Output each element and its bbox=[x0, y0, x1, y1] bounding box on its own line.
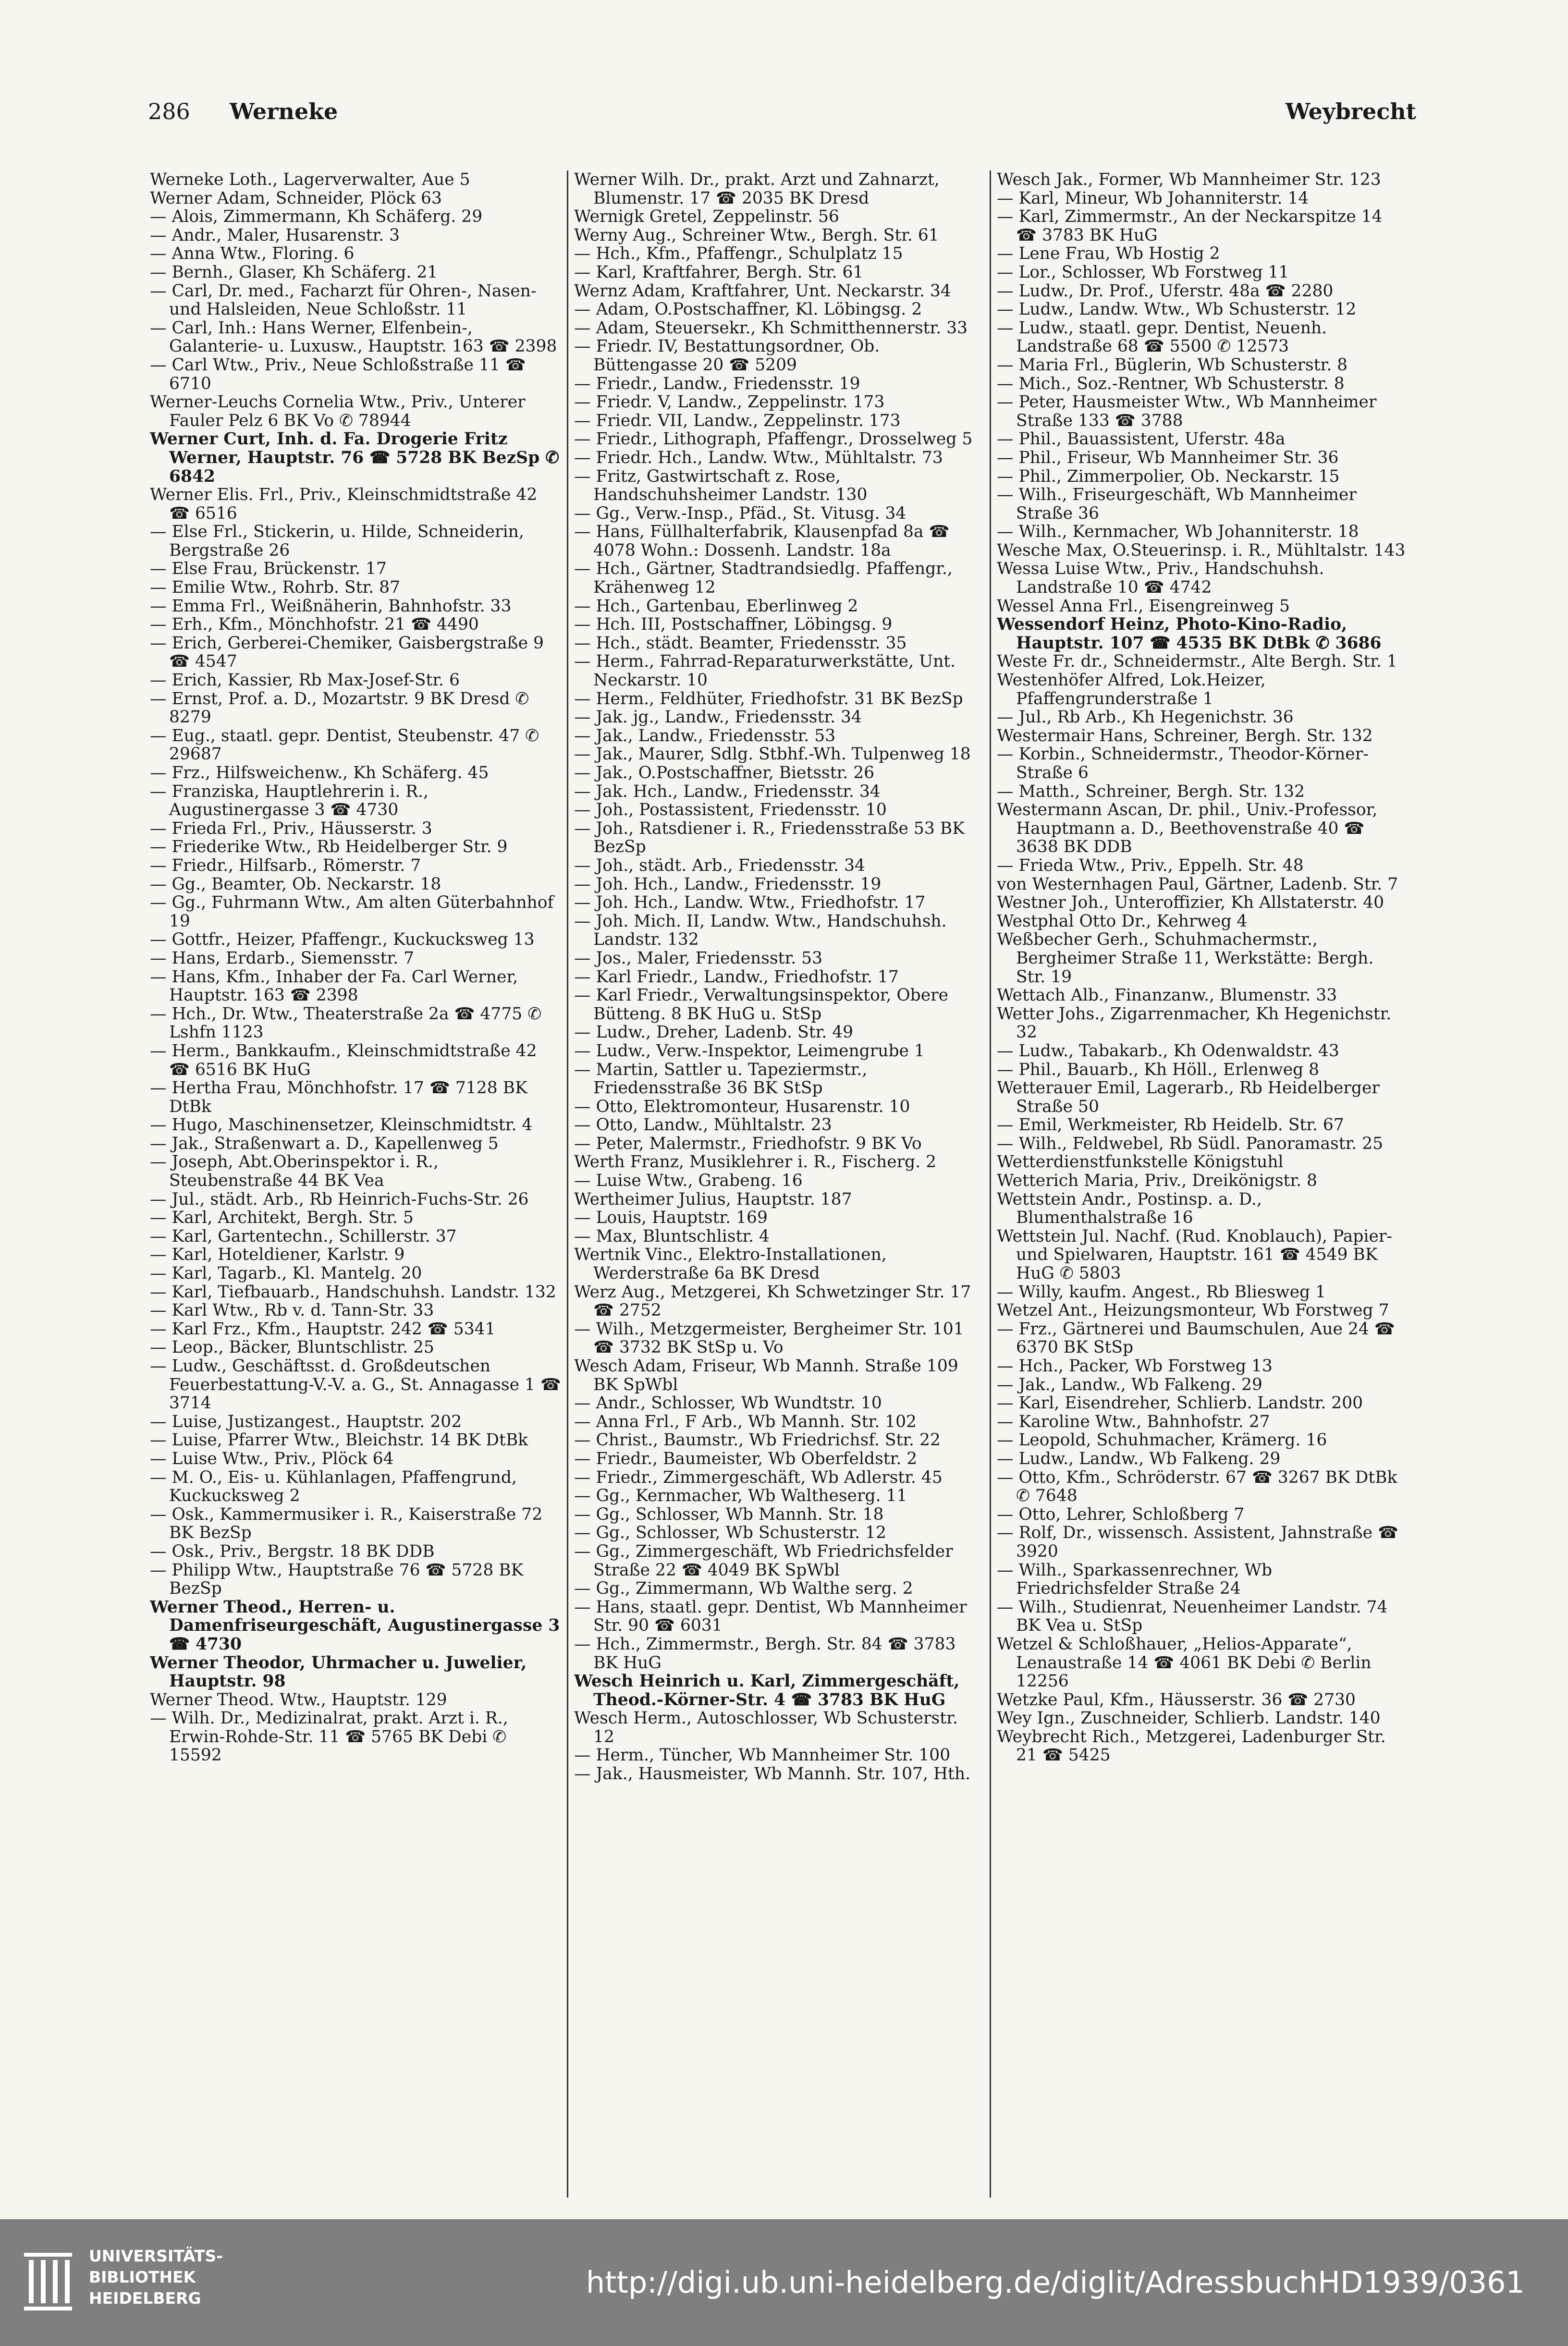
directory-entry: Werner Theod. Wtw., Hauptstr. 129 bbox=[150, 1690, 447, 1710]
directory-entry: — Adam, O.Postschaffner, Kl. Löbingsg. 2 bbox=[574, 300, 922, 319]
directory-entry: — Jul., städt. Arb., Rb Heinrich-Fuchs-Str. 26 bbox=[150, 1189, 529, 1209]
directory-entry: — Karl, Hoteldiener, Karlstr. 9 bbox=[150, 1245, 405, 1265]
directory-entry: Weßbecher Gerh., Schuhmachermstr., Bergheimer Straße 11, Werkstätte: Bergh. Str. 19 bbox=[997, 930, 1374, 987]
directory-entry: — Hertha Frau, Mönchhofstr. 17 ☎ 7128 BK DtBk bbox=[150, 1078, 527, 1116]
directory-entry: Wetzel Ant., Heizungsmonteur, Wb Forstweg 7 bbox=[997, 1301, 1389, 1320]
directory-entry: — Wilh., Studienrat, Neuenheimer Landstr. 74 BK Vea u. StSp bbox=[997, 1597, 1388, 1636]
directory-entry: — Karl, Kraftfahrer, Bergh. Str. 61 bbox=[574, 262, 864, 282]
directory-entry: — Jak., Landw., Friedensstr. 53 bbox=[574, 726, 836, 745]
directory-entry: — Friederike Wtw., Rb Heidelberger Str. 9 bbox=[150, 837, 508, 857]
directory-entry: — Karl, Tiefbauarb., Handschuhsh. Landstr. 132 bbox=[150, 1282, 556, 1302]
directory-entry: — Phil., Friseur, Wb Mannheimer Str. 36 bbox=[997, 448, 1339, 467]
directory-entry: — Gg., Schlosser, Wb Mannh. Str. 18 bbox=[574, 1504, 884, 1524]
directory-entry: — Jak. Hch., Landw., Friedensstr. 34 bbox=[574, 782, 881, 801]
directory-entry: Werny Aug., Schreiner Wtw., Bergh. Str. 61 bbox=[574, 225, 939, 245]
directory-entry: — Friedr., Lithograph, Pfaffengr., Drosselweg 5 bbox=[574, 429, 973, 449]
directory-entry: Wesche Max, O.Steuerinsp. i. R., Mühltalstr. 143 bbox=[997, 540, 1406, 560]
directory-entry: — Lor., Schlosser, Wb Forstweg 11 bbox=[997, 262, 1289, 282]
directory-entry: — Karl, Mineur, Wb Johanniterstr. 14 bbox=[997, 188, 1309, 208]
directory-entry: — Gottfr., Heizer, Pfaffengr., Kuckucksweg 13 bbox=[150, 930, 535, 950]
directory-entry: Wertheimer Julius, Hauptstr. 187 bbox=[574, 1189, 852, 1209]
directory-entry: — Hch., städt. Beamter, Friedensstr. 35 bbox=[574, 633, 907, 653]
directory-entry: — Else Frau, Brückenstr. 17 bbox=[150, 559, 387, 579]
directory-entry: — Karoline Wtw., Bahnhofstr. 27 bbox=[997, 1412, 1270, 1431]
directory-entry: — Hch., Dr. Wtw., Theaterstraße 2a ☎ 4775 ✆ Lshfn 1123 bbox=[150, 1004, 542, 1042]
directory-entry: — Joh. Mich. II, Landw. Wtw., Handschuhsh. Landstr. 132 bbox=[574, 911, 947, 950]
directory-entry: — Joh., städt. Arb., Friedensstr. 34 bbox=[574, 855, 866, 875]
directory-entry: — Fritz, Gastwirtschaft z. Rose, Handschuhsheimer Landstr. 130 bbox=[574, 466, 868, 505]
directory-entry: — Herm., Feldhüter, Friedhofstr. 31 BK BezSp bbox=[574, 689, 963, 709]
directory-entry: — Karl Wtw., Rb v. d. Tann-Str. 33 bbox=[150, 1301, 434, 1320]
directory-entry: — Karl, Eisendreher, Schlierb. Landstr. 200 bbox=[997, 1393, 1363, 1413]
header-last-name: Weybrecht bbox=[1285, 98, 1416, 124]
directory-entry: Westphal Otto Dr., Kehrweg 4 bbox=[997, 911, 1248, 931]
directory-entry: Wessendorf Heinz, Photo-Kino-Radio, Hauptstr. 107 ☎ 4535 BK DtBk ✆ 3686 bbox=[997, 615, 1382, 653]
directory-entry: — Erich, Kassier, Rb Max-Josef-Str. 6 bbox=[150, 671, 460, 690]
directory-entry: — Franziska, Hauptlehrerin i. R., Augustinergasse 3 ☎ 4730 bbox=[150, 782, 429, 820]
directory-entry: — Phil., Zimmerpolier, Ob. Neckarstr. 15 bbox=[997, 466, 1340, 486]
directory-entry: — Gg., Fuhrmann Wtw., Am alten Güterbahnhof 19 bbox=[150, 893, 554, 931]
directory-entry: — Alois, Zimmermann, Kh Schäferg. 29 bbox=[150, 207, 483, 227]
directory-entry: — Otto, Kfm., Schröderstr. 67 ☎ 3267 BK DtBk ✆ 7648 bbox=[997, 1467, 1397, 1506]
directory-entry: — Otto, Lehrer, Schloßberg 7 bbox=[997, 1504, 1245, 1524]
directory-entry: Weybrecht Rich., Metzgerei, Ladenburger Str. 21 ☎ 5425 bbox=[997, 1727, 1386, 1765]
directory-entry: — Erh., Kfm., Mönchhofstr. 21 ☎ 4490 bbox=[150, 615, 479, 635]
directory-entry: — Peter, Hausmeister Wtw., Wb Mannheimer Straße 133 ☎ 3788 bbox=[997, 392, 1377, 430]
directory-entry: — Korbin., Schneidermstr., Theodor-Körner-Straße 6 bbox=[997, 745, 1369, 782]
directory-entry: — Wilh., Friseurgeschäft, Wb Mannheimer Straße 36 bbox=[997, 485, 1357, 523]
page-number: 286 bbox=[148, 98, 190, 124]
directory-entry: — Ludw., Dreher, Ladenb. Str. 49 bbox=[574, 1023, 854, 1042]
directory-entry: — Anna Wtw., Floring. 6 bbox=[150, 244, 355, 264]
directory-entry: — Gg., Zimmergeschäft, Wb Friedrichsfelder Straße 22 ☎ 4049 BK SpWbl bbox=[574, 1541, 953, 1580]
directory-entry: Westner Joh., Unteroffizier, Kh Allstaterstr. 40 bbox=[997, 893, 1384, 913]
directory-entry: — Hch., Gartenbau, Eberlinweg 2 bbox=[574, 596, 858, 616]
directory-entry: — Friedr. VII, Landw., Zeppelinstr. 173 bbox=[574, 411, 901, 430]
page-header bbox=[148, 98, 1416, 127]
directory-entry: Werz Aug., Metzgerei, Kh Schwetzinger Str. 17 ☎ 2752 bbox=[574, 1282, 971, 1320]
directory-entry: Wesch Herm., Autoschlosser, Wb Schusterstr. 12 bbox=[574, 1709, 958, 1747]
directory-entry: — Andr., Schlosser, Wb Wundtstr. 10 bbox=[574, 1393, 882, 1413]
directory-entry: — Joh. Hch., Landw. Wtw., Friedhofstr. 17 bbox=[574, 893, 926, 913]
directory-entry: — Emil, Werkmeister, Rb Heidelb. Str. 67 bbox=[997, 1115, 1344, 1135]
directory-entry: — Wilh., Feldwebel, Rb Südl. Panoramastr. 25 bbox=[997, 1134, 1384, 1153]
directory-entry: — Jul., Rb Arb., Kh Hegenichstr. 36 bbox=[997, 708, 1294, 727]
directory-entry: — Jak., O.Postschaffner, Bietsstr. 26 bbox=[574, 763, 875, 782]
directory-entry: — Otto, Landw., Mühltalstr. 23 bbox=[574, 1115, 832, 1135]
directory-entry: — Max, Bluntschlistr. 4 bbox=[574, 1226, 770, 1246]
directory-entry: — Jak., Hausmeister, Wb Mannh. Str. 107, Hth. bbox=[574, 1764, 971, 1784]
directory-entry: — Ernst, Prof. a. D., Mozartstr. 9 BK Dresd ✆ 8279 bbox=[150, 689, 529, 727]
directory-entry: Wettstein Jul. Nachf. (Rud. Knoblauch), Papier- und Spielwaren, Hauptstr. 161 ☎ 4549 BK HuG ✆ 5803 bbox=[997, 1226, 1392, 1283]
directory-entry: — Jak. jg., Landw., Friedensstr. 34 bbox=[574, 708, 862, 727]
directory-entry: — Hch., Zimmermstr., Bergh. Str. 84 ☎ 3783 BK HuG bbox=[574, 1634, 956, 1673]
header-first-name: Werneke bbox=[230, 98, 338, 124]
directory-entry: — Karl, Zimmermstr., An der Neckarspitze 14 ☎ 3783 BK HuG bbox=[997, 207, 1383, 245]
directory-entry: Werner Adam, Schneider, Plöck 63 bbox=[150, 188, 442, 208]
directory-entry: — Else Frl., Stickerin, u. Hilde, Schneiderin, Bergstraße 26 bbox=[150, 522, 524, 560]
directory-entry: — Gg., Beamter, Ob. Neckarstr. 18 bbox=[150, 874, 441, 894]
directory-entry: — Philipp Wtw., Hauptstraße 76 ☎ 5728 BK BezSp bbox=[150, 1560, 524, 1599]
directory-entry: — Phil., Bauassistent, Uferstr. 48a bbox=[997, 429, 1286, 449]
directory-entry: — Rolf, Dr., wissensch. Assistent, Jahnstraße ☎ 3920 bbox=[997, 1523, 1399, 1561]
directory-entry: Wessa Luise Wtw., Priv., Handschuhsh. Landstraße 10 ☎ 4742 bbox=[997, 559, 1324, 598]
directory-entry: — Friedr. V, Landw., Zeppelinstr. 173 bbox=[574, 392, 885, 412]
directory-entry: — Wilh., Sparkassenrechner, Wb Friedrichsfelder Straße 24 bbox=[997, 1560, 1273, 1599]
directory-entry: Westermann Ascan, Dr. phil., Univ.-Professor, Hauptmann a. D., Beethovenstraße 40 ☎ 3638 BK DDB bbox=[997, 800, 1378, 857]
directory-entry: — Andr., Maler, Husarenstr. 3 bbox=[150, 225, 400, 245]
directory-entry: Werneke Loth., Lagerverwalter, Aue 5 bbox=[150, 171, 470, 189]
directory-entry: — Louis, Hauptstr. 169 bbox=[574, 1208, 768, 1228]
directory-entry: — Jos., Maler, Friedensstr. 53 bbox=[574, 948, 823, 968]
directory-entry: — Ludw., Geschäftsst. d. Großdeutschen Feuerbestattung-V.-V. a. G., St. Annagasse 1 ☎ 3714 bbox=[150, 1356, 561, 1413]
directory-entry: Wesch Heinrich u. Karl, Zimmergeschäft, Theod.-Körner-Str. 4 ☎ 3783 BK HuG bbox=[574, 1672, 960, 1710]
directory-entry: Werner Wilh. Dr., prakt. Arzt und Zahnarzt, Blumenstr. 17 ☎ 2035 BK Dresd bbox=[574, 171, 940, 208]
directory-entry: Wernigk Gretel, Zeppelinstr. 56 bbox=[574, 207, 839, 227]
directory-entry: — Friedr., Landw., Friedensstr. 19 bbox=[574, 374, 860, 393]
directory-entry: — Lene Frau, Wb Hostig 2 bbox=[997, 244, 1220, 264]
directory-entry: — Ludw., Tabakarb., Kh Odenwaldstr. 43 bbox=[997, 1041, 1339, 1061]
directory-entry: Wertnik Vinc., Elektro-Installationen, Werderstraße 6a BK Dresd bbox=[574, 1245, 887, 1283]
directory-columns bbox=[144, 171, 1412, 2198]
viewer-footer bbox=[0, 2219, 1568, 2346]
directory-entry: — Willy, kaufm. Angest., Rb Bliesweg 1 bbox=[997, 1282, 1326, 1302]
directory-entry: — Osk., Kammermusiker i. R., Kaiserstraße 72 BK BezSp bbox=[150, 1504, 543, 1543]
directory-entry: — Joh., Ratsdiener i. R., Friedensstraße 53 BK BezSp bbox=[574, 819, 965, 857]
directory-entry: Wernz Adam, Kraftfahrer, Unt. Neckarstr. 34 bbox=[574, 281, 951, 301]
directory-entry: — Carl, Inh.: Hans Werner, Elfenbein-, Galanterie- u. Luxusw., Hauptstr. 163 ☎ 2398 bbox=[150, 318, 557, 356]
directory-entry: — Frz., Gärtnerei und Baumschulen, Aue 24 ☎ 6370 BK StSp bbox=[997, 1319, 1395, 1357]
directory-entry: Werner Theodor, Uhrmacher u. Juwelier, Hauptstr. 98 bbox=[150, 1653, 527, 1691]
directory-entry: — Karl, Tagarb., Kl. Mantelg. 20 bbox=[150, 1264, 422, 1283]
directory-entry: — Adam, Steuersekr., Kh Schmitthennerstr. 33 bbox=[574, 318, 968, 338]
directory-entry: Werner Theod., Herren- u. Damenfriseurgeschäft, Augustinergasse 3 ☎ 4730 bbox=[150, 1597, 560, 1654]
directory-entry: — Wilh., Kernmacher, Wb Johanniterstr. 18 bbox=[997, 522, 1359, 542]
directory-entry: Wey Ign., Zuschneider, Schlierb. Landstr. 140 bbox=[997, 1709, 1381, 1728]
directory-entry: — Gg., Kernmacher, Wb Waltheserg. 11 bbox=[574, 1486, 907, 1506]
directory-entry: — Hans, Füllhalterfabrik, Klausenpfad 8a ☎ 4078 Wohn.: Dossenh. Landstr. 18a bbox=[574, 522, 950, 560]
directory-entry: — Ludw., staatl. gepr. Dentist, Neuenh. Landstraße 68 ☎ 5500 ✆ 12573 bbox=[997, 318, 1327, 356]
directory-entry: — Ludw., Landw., Wb Falkeng. 29 bbox=[997, 1449, 1281, 1468]
directory-entry: — Martin, Sattler u. Tapeziermstr., Friedensstraße 36 BK StSp bbox=[574, 1060, 868, 1098]
directory-entry: — Jak., Straßenwart a. D., Kapellenweg 5 bbox=[150, 1134, 499, 1153]
directory-entry: — Gg., Schlosser, Wb Schusterstr. 12 bbox=[574, 1523, 886, 1543]
directory-entry: — Joh., Postassistent, Friedensstr. 10 bbox=[574, 800, 887, 820]
directory-entry: Wessel Anna Frl., Eisengreinweg 5 bbox=[997, 596, 1290, 616]
directory-entry: — Ludw., Verw.-Inspektor, Leimengrube 1 bbox=[574, 1041, 925, 1061]
directory-entry: — Karl Friedr., Landw., Friedhofstr. 17 bbox=[574, 967, 899, 987]
directory-entry: Wetterdienstfunkstelle Königstuhl bbox=[997, 1152, 1284, 1172]
directory-entry: — Leop., Bäcker, Bluntschlistr. 25 bbox=[150, 1338, 434, 1357]
directory-entry: — Wilh., Metzgermeister, Bergheimer Str. 101 ☎ 3732 BK StSp u. Vo bbox=[574, 1319, 964, 1357]
directory-entry: Wesch Jak., Former, Wb Mannheimer Str. 123 bbox=[997, 171, 1381, 189]
column-2 bbox=[567, 171, 990, 2198]
directory-entry: Westenhöfer Alfred, Lok.Heizer, Pfaffengrunderstraße 1 bbox=[997, 671, 1266, 709]
directory-entry: — Hans, Kfm., Inhaber der Fa. Carl Werner, Hauptstr. 163 ☎ 2398 bbox=[150, 967, 518, 1005]
directory-entry: — Joh. Hch., Landw., Friedensstr. 19 bbox=[574, 874, 882, 894]
directory-entry: Weste Fr. dr., Schneidermstr., Alte Bergh. Str. 1 bbox=[997, 652, 1397, 672]
directory-entry: von Westernhagen Paul, Gärtner, Ladenb. Str. 7 bbox=[997, 874, 1398, 894]
directory-entry: — Eug., staatl. gepr. Dentist, Steubenstr. 47 ✆ 29687 bbox=[150, 726, 539, 764]
directory-entry: — Herm., Tüncher, Wb Mannheimer Str. 100 bbox=[574, 1746, 951, 1765]
directory-entry: — Luise Wtw., Grabeng. 16 bbox=[574, 1171, 803, 1191]
directory-entry: — Friedr. Hch., Landw. Wtw., Mühltalstr. 73 bbox=[574, 448, 943, 467]
directory-entry: Wetzke Paul, Kfm., Häusserstr. 36 ☎ 2730 bbox=[997, 1690, 1356, 1710]
directory-entry: — Ludw., Dr. Prof., Uferstr. 48a ☎ 2280 bbox=[997, 281, 1334, 301]
directory-entry: — Luise Wtw., Priv., Plöck 64 bbox=[150, 1449, 394, 1468]
directory-entry: — Bernh., Glaser, Kh Schäferg. 21 bbox=[150, 262, 438, 282]
directory-entry: Wetterauer Emil, Lagerarb., Rb Heidelberger Straße 50 bbox=[997, 1078, 1380, 1116]
directory-entry: — Hch., Packer, Wb Forstweg 13 bbox=[997, 1356, 1273, 1376]
source-url[interactable]: http://digi.ub.uni-heidelberg.de/diglit/AdressbuchHD1939/0361 bbox=[586, 2265, 1525, 2300]
directory-entry: — Karl, Architekt, Bergh. Str. 5 bbox=[150, 1208, 414, 1228]
directory-entry: — Luise, Pfarrer Wtw., Bleichstr. 14 BK DtBk bbox=[150, 1430, 528, 1450]
directory-entry: — Frieda Frl., Priv., Häusserstr. 3 bbox=[150, 819, 432, 838]
directory-entry: — Hch., Kfm., Pfaffengr., Schulplatz 15 bbox=[574, 244, 903, 264]
directory-entry: — M. O., Eis- u. Kühlanlagen, Pfaffengrund, Kuckucksweg 2 bbox=[150, 1467, 517, 1506]
directory-entry: — Luise, Justizangest., Hauptstr. 202 bbox=[150, 1412, 462, 1431]
directory-entry: — Matth., Schreiner, Bergh. Str. 132 bbox=[997, 782, 1305, 801]
directory-entry: — Hans, staatl. gepr. Dentist, Wb Mannheimer Str. 90 ☎ 6031 bbox=[574, 1597, 967, 1636]
directory-entry: — Emilie Wtw., Rohrb. Str. 87 bbox=[150, 578, 401, 598]
directory-entry: Wettstein Andr., Postinsp. a. D., Blumenthalstraße 16 bbox=[997, 1189, 1262, 1228]
directory-entry: — Friedr., Hilfsarb., Römerstr. 7 bbox=[150, 855, 421, 875]
directory-entry: — Carl Wtw., Priv., Neue Schloßstraße 11 ☎ 6710 bbox=[150, 355, 526, 393]
directory-entry: — Friedr., Zimmergeschäft, Wb Adlerstr. 45 bbox=[574, 1467, 943, 1487]
directory-entry: — Christ., Baumstr., Wb Friedrichsf. Str. 22 bbox=[574, 1430, 941, 1450]
directory-entry: Wesch Adam, Friseur, Wb Mannh. Straße 109 BK SpWbl bbox=[574, 1356, 958, 1394]
directory-entry: — Otto, Elektromonteur, Husarenstr. 10 bbox=[574, 1097, 910, 1116]
directory-entry: — Friedr., Baumeister, Wb Oberfeldstr. 2 bbox=[574, 1449, 918, 1468]
directory-entry: — Frz., Hilfsweichenw., Kh Schäferg. 45 bbox=[150, 763, 489, 782]
directory-entry: — Hch. III, Postschaffner, Löbingsg. 9 bbox=[574, 615, 893, 635]
directory-entry: Werth Franz, Musiklehrer i. R., Fischerg. 2 bbox=[574, 1152, 937, 1172]
directory-entry: — Frieda Wtw., Priv., Eppelh. Str. 48 bbox=[997, 855, 1304, 875]
directory-entry: — Peter, Malermstr., Friedhofstr. 9 BK Vo bbox=[574, 1134, 922, 1153]
directory-entry: — Herm., Fahrrad-Reparaturwerkstätte, Unt. Neckarstr. 10 bbox=[574, 652, 956, 690]
directory-entry: — Jak., Maurer, Sdlg. Stbhf.-Wh. Tulpenweg 18 bbox=[574, 745, 971, 764]
directory-entry: Wetterich Maria, Priv., Dreikönigstr. 8 bbox=[997, 1171, 1317, 1191]
directory-entry: — Karl, Gartentechn., Schillerstr. 37 bbox=[150, 1226, 457, 1246]
directory-entry: — Jak., Landw., Wb Falkeng. 29 bbox=[997, 1375, 1262, 1394]
directory-entry: Werner-Leuchs Cornelia Wtw., Priv., Unterer Fauler Pelz 6 BK Vo ✆ 78944 bbox=[150, 392, 526, 430]
directory-entry: Westermair Hans, Schreiner, Bergh. Str. 132 bbox=[997, 726, 1373, 745]
directory-entry: — Joseph, Abt.Oberinspektor i. R., Steubenstraße 44 BK Vea bbox=[150, 1152, 439, 1191]
directory-entry: — Hugo, Maschinensetzer, Kleinschmidtstr. 4 bbox=[150, 1115, 533, 1135]
directory-entry: — Mich., Soz.-Rentner, Wb Schusterstr. 8 bbox=[997, 374, 1345, 393]
directory-entry: — Hans, Erdarb., Siemensstr. 7 bbox=[150, 948, 415, 968]
directory-entry: — Ludw., Landw. Wtw., Wb Schusterstr. 12 bbox=[997, 300, 1357, 319]
directory-entry: — Gg., Verw.-Insp., Pfäd., St. Vitusg. 34 bbox=[574, 503, 906, 523]
directory-entry: — Erich, Gerberei-Chemiker, Gaisbergstraße 9 ☎ 4547 bbox=[150, 633, 544, 672]
directory-entry: — Hch., Gärtner, Stadtrandsiedlg. Pfaffengr., Krähenweg 12 bbox=[574, 559, 953, 598]
directory-entry: — Emma Frl., Weißnäherin, Bahnhofstr. 33 bbox=[150, 596, 512, 616]
directory-entry: — Osk., Priv., Bergstr. 18 BK DDB bbox=[150, 1541, 435, 1561]
directory-entry: — Karl Frz., Kfm., Hauptstr. 242 ☎ 5341 bbox=[150, 1319, 496, 1339]
directory-entry: — Wilh. Dr., Medizinalrat, prakt. Arzt i. R., Erwin-Rohde-Str. 11 ☎ 5765 BK Debi ✆ 15592 bbox=[150, 1709, 508, 1765]
directory-entry: Wetter Johs., Zigarrenmacher, Kh Hegenichstr. 32 bbox=[997, 1004, 1392, 1042]
directory-entry: Werner Elis. Frl., Priv., Kleinschmidtstraße 42 ☎ 6516 bbox=[150, 485, 538, 523]
directory-entry: Werner Curt, Inh. d. Fa. Drogerie Fritz Werner, Hauptstr. 76 ☎ 5728 BK BezSp ✆ 6842 bbox=[150, 429, 560, 486]
directory-entry: — Leopold, Schuhmacher, Krämerg. 16 bbox=[997, 1430, 1327, 1450]
directory-entry: — Friedr. IV, Bestattungsordner, Ob. Büttengasse 20 ☎ 5209 bbox=[574, 337, 880, 375]
directory-entry: — Anna Frl., F Arb., Wb Mannh. Str. 102 bbox=[574, 1412, 917, 1431]
directory-entry: — Karl Friedr., Verwaltungsinspektor, Obere Bütteng. 8 BK HuG u. StSp bbox=[574, 986, 949, 1024]
directory-entry: — Carl, Dr. med., Facharzt für Ohren-, Nasen- und Halsleiden, Neue Schloßstr. 11 bbox=[150, 281, 537, 319]
university-library-logo-icon bbox=[19, 2246, 77, 2318]
directory-entry: Wetzel & Schloßhauer, „Helios-Apparate“, Lenaustraße 14 ☎ 4061 BK Debi ✆ Berlin 12256 bbox=[997, 1634, 1372, 1691]
institution-name: UNIVERSITÄTS- BIBLIOTHEK HEIDELBERG bbox=[89, 2247, 223, 2308]
column-1 bbox=[144, 171, 567, 2198]
directory-entry: — Maria Frl., Büglerin, Wb Schusterstr. 8 bbox=[997, 355, 1348, 375]
column-3 bbox=[990, 171, 1412, 2198]
directory-entry: — Gg., Zimmermann, Wb Walthe serg. 2 bbox=[574, 1579, 913, 1599]
directory-entry: — Phil., Bauarb., Kh Höll., Erlenweg 8 bbox=[997, 1060, 1320, 1079]
directory-entry: Wettach Alb., Finanzanw., Blumenstr. 33 bbox=[997, 986, 1337, 1005]
directory-entry: — Herm., Bankkaufm., Kleinschmidtstraße 42 ☎ 6516 BK HuG bbox=[150, 1041, 537, 1079]
